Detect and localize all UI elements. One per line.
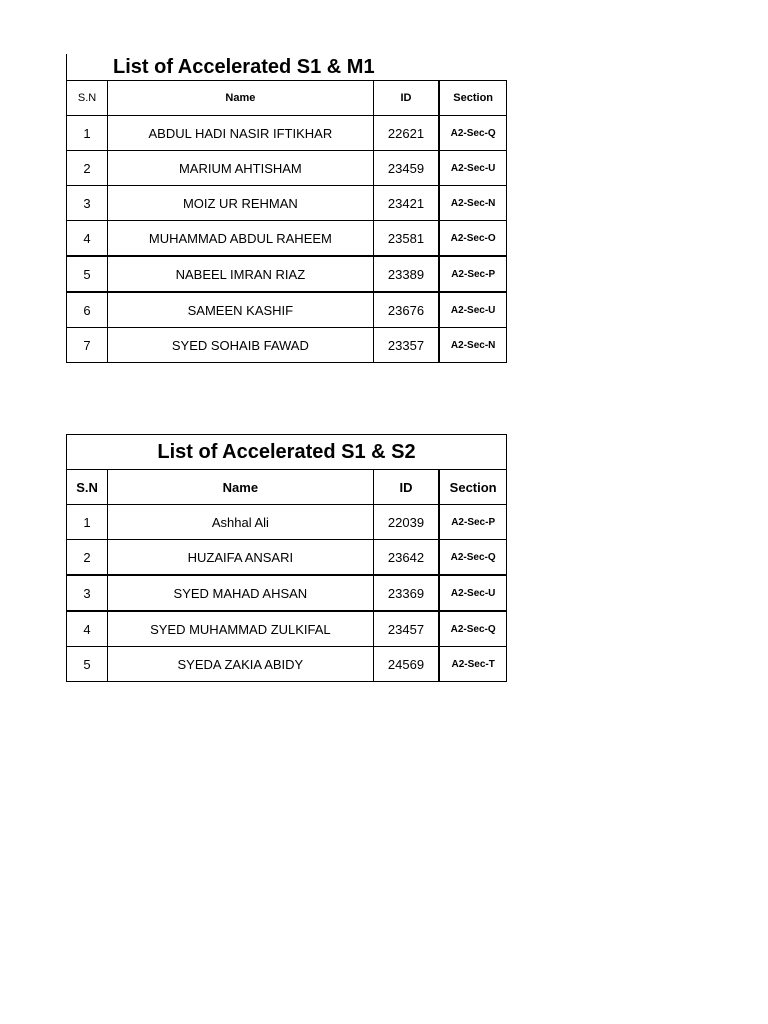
header-section: Section [439, 470, 506, 505]
cell-section: A2-Sec-T [439, 647, 506, 682]
header-name: Name [108, 81, 374, 116]
accelerated-s1-m1-table [66, 54, 507, 363]
cell-section: A2-Sec-N [439, 186, 506, 221]
cell-id: 23642 [373, 540, 439, 576]
cell-name: MOIZ UR REHMAN [108, 186, 374, 221]
cell-id: 24569 [373, 647, 439, 682]
cell-section: A2-Sec-Q [439, 611, 506, 647]
cell-section: A2-Sec-N [439, 328, 506, 363]
cell-name: MARIUM AHTISHAM [108, 151, 374, 186]
table-row [67, 256, 507, 292]
table-row [67, 611, 507, 647]
cell-name: NABEEL IMRAN RIAZ [108, 256, 374, 292]
cell-section: A2-Sec-U [439, 292, 506, 328]
cell-id: 23457 [373, 611, 439, 647]
cell-name: SYED MAHAD AHSAN [108, 575, 374, 611]
cell-id: 23389 [373, 256, 439, 292]
header-section: Section [439, 81, 506, 116]
table-row [67, 575, 507, 611]
cell-section: A2-Sec-P [439, 256, 506, 292]
cell-id: 22621 [373, 116, 439, 151]
cell-id: 23676 [373, 292, 439, 328]
cell-id: 23459 [373, 151, 439, 186]
cell-sn: 7 [67, 328, 108, 363]
cell-id: 23421 [373, 186, 439, 221]
cell-section: A2-Sec-P [439, 505, 506, 540]
header-name: Name [108, 470, 374, 505]
cell-name: SYED SOHAIB FAWAD [108, 328, 374, 363]
cell-id: 22039 [373, 505, 439, 540]
cell-name: MUHAMMAD ABDUL RAHEEM [108, 221, 374, 257]
header-id: ID [373, 81, 439, 116]
cell-sn: 2 [67, 151, 108, 186]
cell-section: A2-Sec-Q [439, 116, 506, 151]
cell-sn: 4 [67, 221, 108, 257]
header-id: ID [373, 470, 439, 505]
table-row [67, 647, 507, 682]
cell-sn: 4 [67, 611, 108, 647]
cell-name: HUZAIFA ANSARI [108, 540, 374, 576]
cell-section: A2-Sec-U [439, 151, 506, 186]
cell-section: A2-Sec-U [439, 575, 506, 611]
cell-sn: 5 [67, 256, 108, 292]
header-sn: S.N [67, 81, 108, 116]
cell-sn: 1 [67, 116, 108, 151]
cell-sn: 3 [67, 186, 108, 221]
accelerated-s1-s2-table [66, 434, 507, 682]
table-row [67, 221, 507, 257]
cell-sn: 5 [67, 647, 108, 682]
cell-sn: 3 [67, 575, 108, 611]
table-row [67, 116, 507, 151]
cell-sn: 6 [67, 292, 108, 328]
header-sn: S.N [67, 470, 108, 505]
cell-section: A2-Sec-O [439, 221, 506, 257]
table-row [67, 292, 507, 328]
table-title: List of Accelerated S1 & S2 [67, 435, 507, 470]
cell-section: A2-Sec-Q [439, 540, 506, 576]
cell-id: 23357 [373, 328, 439, 363]
cell-name: SAMEEN KASHIF [108, 292, 374, 328]
table-row [67, 151, 507, 186]
cell-id: 23369 [373, 575, 439, 611]
table-header-row [67, 81, 507, 116]
table-row [67, 186, 507, 221]
cell-id: 23581 [373, 221, 439, 257]
cell-name: ABDUL HADI NASIR IFTIKHAR [108, 116, 374, 151]
table-row [67, 505, 507, 540]
table-title: List of Accelerated S1 & M1 [67, 54, 507, 81]
cell-name: SYED MUHAMMAD ZULKIFAL [108, 611, 374, 647]
table-header-row [67, 470, 507, 505]
table-row [67, 540, 507, 576]
table-row [67, 328, 507, 363]
cell-name: SYEDA ZAKIA ABIDY [108, 647, 374, 682]
cell-sn: 2 [67, 540, 108, 576]
cell-sn: 1 [67, 505, 108, 540]
cell-name: Ashhal Ali [108, 505, 374, 540]
